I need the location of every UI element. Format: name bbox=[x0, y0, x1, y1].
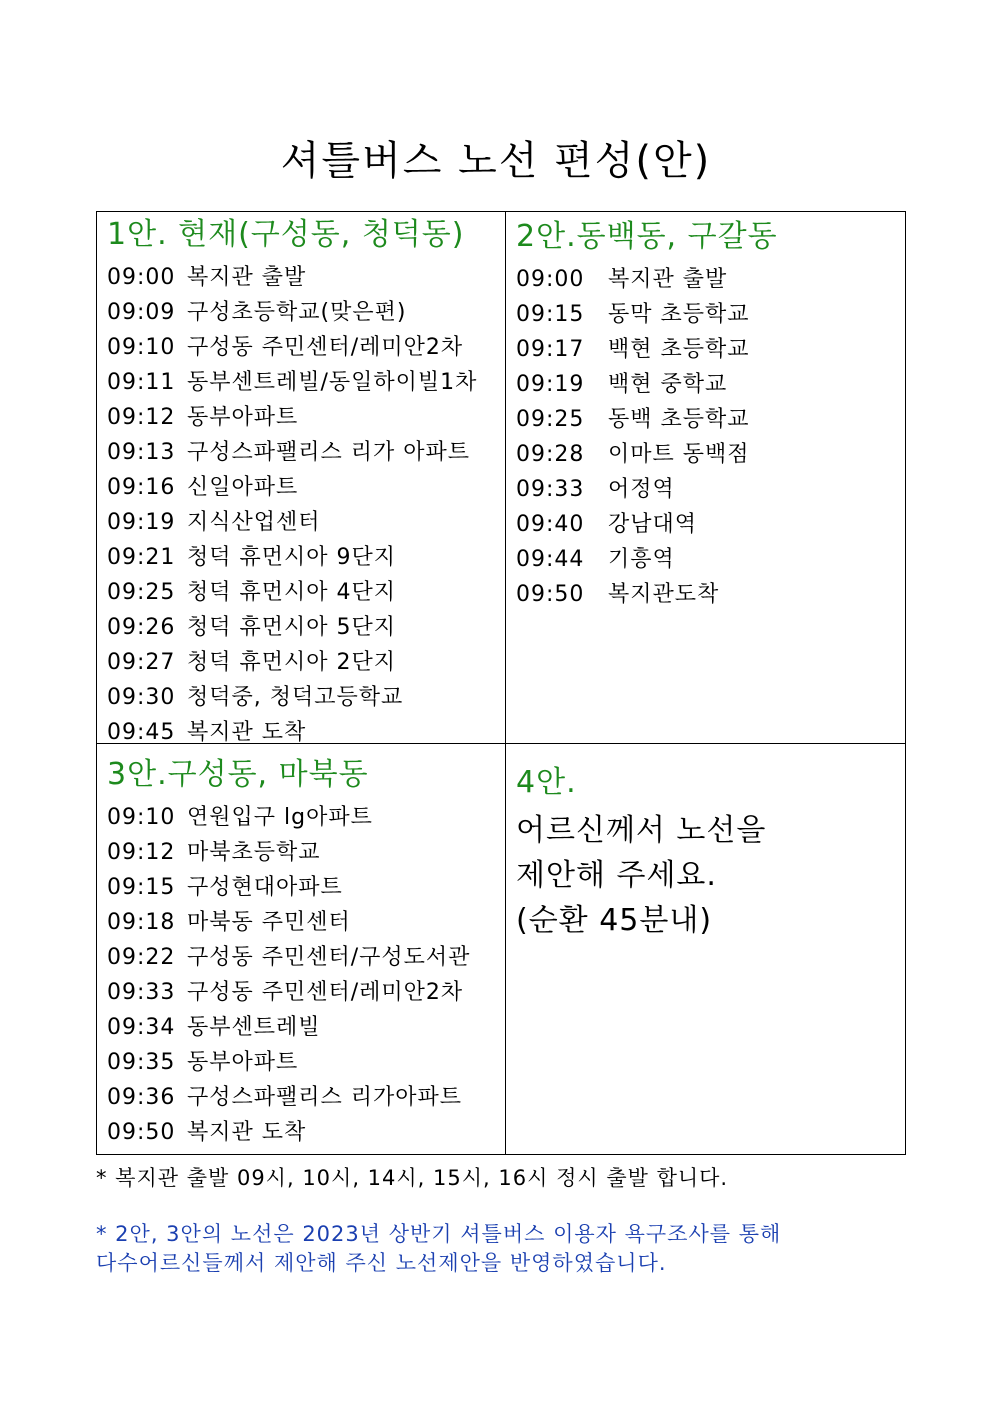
plan2-stop bbox=[516, 577, 904, 612]
stop-place: 신일아파트 bbox=[187, 475, 299, 500]
stop-time: 09:26 bbox=[107, 615, 176, 640]
stop-time: 09:00 bbox=[107, 265, 176, 290]
plan2-stop bbox=[516, 507, 904, 542]
plan4-cell bbox=[516, 764, 904, 943]
plan3-stop bbox=[107, 940, 503, 975]
plan1-stop bbox=[107, 435, 503, 470]
survey-note bbox=[96, 1220, 902, 1278]
stop-time: 09:10 bbox=[107, 805, 176, 830]
plan1-stop bbox=[107, 610, 503, 645]
stop-place: 구성동 주민센터/레미안2차 bbox=[187, 335, 464, 360]
plan1-stop bbox=[107, 330, 503, 365]
stop-time: 09:33 bbox=[516, 477, 585, 502]
plan2-stop bbox=[516, 402, 904, 437]
plan4-heading: 4안. bbox=[516, 765, 577, 800]
stop-time: 09:27 bbox=[107, 650, 176, 675]
stop-time: 09:34 bbox=[107, 1015, 176, 1040]
plan3-stop bbox=[107, 800, 503, 835]
plan3-stop bbox=[107, 905, 503, 940]
plan2-stop bbox=[516, 297, 904, 332]
stop-time: 09:25 bbox=[516, 407, 585, 432]
plan2-stop bbox=[516, 367, 904, 402]
stop-time: 09:18 bbox=[107, 910, 176, 935]
stop-time: 09:44 bbox=[516, 547, 585, 572]
stop-time: 09:19 bbox=[107, 510, 176, 535]
stop-time: 09:11 bbox=[107, 370, 176, 395]
stop-time: 09:45 bbox=[107, 720, 176, 745]
plan2-stop bbox=[516, 542, 904, 577]
stop-place: 동부아파트 bbox=[187, 1050, 299, 1075]
stop-place: 복지관 도착 bbox=[187, 720, 307, 745]
stop-time: 09:40 bbox=[516, 512, 585, 537]
stop-place: 청덕 휴먼시아 9단지 bbox=[187, 545, 396, 570]
survey-note-line: * 2안, 3안의 노선은 2023년 상반기 셔틀버스 이용자 욕구조사를 통해 bbox=[96, 1222, 782, 1246]
stop-time: 09:21 bbox=[107, 545, 176, 570]
plan2-heading: 2안.동백동, 구갈동 bbox=[516, 219, 778, 254]
stop-place: 동부센트레빌/동일하이빌1차 bbox=[187, 370, 478, 395]
stop-time: 09:25 bbox=[107, 580, 176, 605]
stop-place: 지식산업센터 bbox=[187, 510, 321, 535]
stop-time: 09:36 bbox=[107, 1085, 176, 1110]
stop-place: 강남대역 bbox=[608, 512, 698, 537]
column-divider bbox=[505, 212, 506, 1154]
stop-time: 09:30 bbox=[107, 685, 176, 710]
route-plan-table bbox=[96, 211, 906, 1155]
stop-time: 09:16 bbox=[107, 475, 176, 500]
stop-place: 동부아파트 bbox=[187, 405, 299, 430]
stop-place: 어정역 bbox=[608, 477, 675, 502]
plan1-stop bbox=[107, 540, 503, 575]
plan3-stop bbox=[107, 1080, 503, 1115]
departure-note: * 복지관 출발 09시, 10시, 14시, 15시, 16시 정시 출발 합니다. bbox=[96, 1166, 729, 1190]
stop-place: 청덕 휴먼시아 2단지 bbox=[187, 650, 396, 675]
stop-place: 백현 초등학교 bbox=[608, 337, 750, 362]
plan3-stop bbox=[107, 1010, 503, 1045]
stop-time: 09:15 bbox=[107, 875, 176, 900]
stop-place: 복지관 도착 bbox=[187, 1120, 307, 1145]
plan2-stop bbox=[516, 262, 904, 297]
plan1-stop bbox=[107, 260, 503, 295]
stop-place: 구성동 주민센터/레미안2차 bbox=[187, 980, 464, 1005]
stop-place: 복지관도착 bbox=[608, 582, 720, 607]
plan1-stop bbox=[107, 505, 503, 540]
stop-place: 청덕 휴먼시아 4단지 bbox=[187, 580, 396, 605]
plan3-heading: 3안.구성동, 마북동 bbox=[107, 757, 369, 792]
plan3-stop bbox=[107, 835, 503, 870]
plan1-stop bbox=[107, 645, 503, 680]
plan1-stop bbox=[107, 295, 503, 330]
plan2-stop bbox=[516, 332, 904, 367]
stop-time: 09:28 bbox=[516, 442, 585, 467]
plan3-stop bbox=[107, 975, 503, 1010]
plan3-stop bbox=[107, 870, 503, 905]
plan4-line: (순환 45분내) bbox=[516, 903, 713, 938]
stop-time: 09:35 bbox=[107, 1050, 176, 1075]
stop-time: 09:50 bbox=[516, 582, 585, 607]
plan4-line: 제안해 주세요. bbox=[516, 858, 717, 893]
stop-time: 09:12 bbox=[107, 405, 176, 430]
stop-time: 09:22 bbox=[107, 945, 176, 970]
stop-time: 09:17 bbox=[516, 337, 585, 362]
stop-place: 청덕 휴먼시아 5단지 bbox=[187, 615, 396, 640]
stop-place: 구성현대아파트 bbox=[187, 875, 343, 900]
stop-time: 09:15 bbox=[516, 302, 585, 327]
stop-place: 구성스파팰리스 리가아파트 bbox=[187, 1085, 463, 1110]
stop-place: 마북초등학교 bbox=[187, 840, 321, 865]
stop-place: 청덕중, 청덕고등학교 bbox=[187, 685, 404, 710]
stop-time: 09:09 bbox=[107, 300, 176, 325]
plan3-stop bbox=[107, 1045, 503, 1080]
stop-time: 09:19 bbox=[516, 372, 585, 397]
plan2-stop bbox=[516, 472, 904, 507]
plan1-heading: 1안. 현재(구성동, 청덕동) bbox=[107, 217, 465, 252]
stop-place: 구성초등학교(맞은편) bbox=[187, 300, 407, 325]
plan1-cell bbox=[107, 216, 503, 750]
stop-time: 09:33 bbox=[107, 980, 176, 1005]
plan2-stop bbox=[516, 437, 904, 472]
plan2-cell bbox=[516, 218, 904, 612]
stop-time: 09:00 bbox=[516, 267, 585, 292]
stop-time: 09:12 bbox=[107, 840, 176, 865]
plan1-stop bbox=[107, 400, 503, 435]
stop-time: 09:13 bbox=[107, 440, 176, 465]
stop-place: 마북동 주민센터 bbox=[187, 910, 351, 935]
stop-place: 구성동 주민센터/구성도서관 bbox=[187, 945, 471, 970]
stop-place: 이마트 동백점 bbox=[608, 442, 750, 467]
plan1-stop bbox=[107, 680, 503, 715]
stop-place: 백현 중학교 bbox=[608, 372, 728, 397]
stop-place: 복지관 출발 bbox=[608, 267, 728, 292]
plan4-line: 어르신께서 노선을 bbox=[516, 813, 767, 848]
plan1-stop bbox=[107, 715, 503, 750]
plan1-stop bbox=[107, 470, 503, 505]
plan1-stop bbox=[107, 365, 503, 400]
stop-time: 09:10 bbox=[107, 335, 176, 360]
stop-place: 구성스파팰리스 리가 아파트 bbox=[187, 440, 471, 465]
stop-place: 기흥역 bbox=[608, 547, 675, 572]
stop-place: 동막 초등학교 bbox=[608, 302, 750, 327]
stop-place: 연원입구 lg아파트 bbox=[187, 805, 373, 830]
stop-place: 동부센트레빌 bbox=[187, 1015, 321, 1040]
survey-note-line: 다수어르신들께서 제안해 주신 노선제안을 반영하였습니다. bbox=[96, 1251, 667, 1275]
plan1-stop bbox=[107, 575, 503, 610]
plan3-stop bbox=[107, 1115, 503, 1150]
stop-place: 동백 초등학교 bbox=[608, 407, 750, 432]
stop-place: 복지관 출발 bbox=[187, 265, 307, 290]
stop-time: 09:50 bbox=[107, 1120, 176, 1145]
plan3-cell bbox=[107, 756, 503, 1150]
page-title: 셔틀버스 노선 편성(안) bbox=[280, 138, 712, 184]
